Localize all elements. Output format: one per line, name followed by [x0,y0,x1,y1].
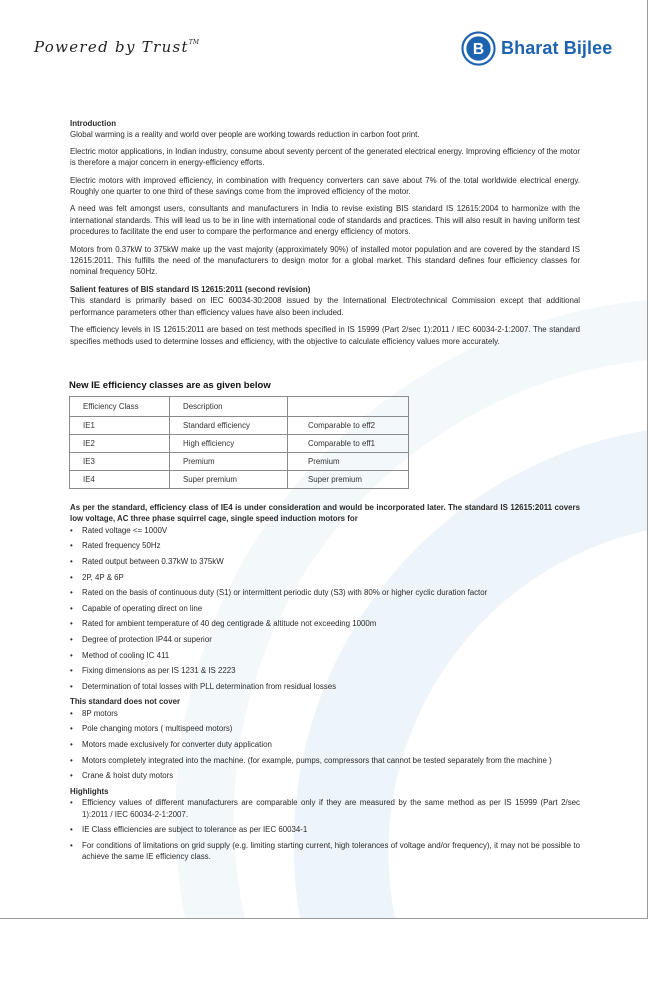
table-cell: Premium [170,453,288,471]
list-item: • Pole changing motors ( multispeed motors) [70,723,580,734]
intro-paragraph: Global warming is a reality and world over people are working towards reduction in carbon foot print. [70,130,420,140]
list-item: • Capable of operating direct on line [70,603,580,614]
list-item: • Crane & hoist duty motors [70,770,580,781]
table-header-cell: Efficiency Class [70,397,170,417]
not-cover-heading: This standard does not cover [70,697,181,707]
list-item: • Method of cooling IC 411 [70,650,580,661]
table-header-row [70,397,409,417]
list-item: • Rated on the basis of continuous duty (S1) or intermittent periodic duty (S3) with 80% or higher cyclic duration factor [70,587,580,598]
list-item: • Rated frequency 50Hz [70,540,580,551]
table-cell: Comparable to eff1 [288,435,409,453]
brand-logo-icon [461,31,496,66]
list-item: • Degree of protection IP44 or superior [70,634,580,645]
tagline: Powered by Trust™ [34,38,200,56]
table-header-cell [288,397,409,417]
table-cell: IE1 [70,417,170,435]
list-item: • 2P, 4P & 6P [70,572,580,583]
svg-text:B: B [472,40,485,58]
intro-paragraph: Motors from 0.37kW to 375kW make up the vast majority (approximately 90%) of installed motor population and are covered by the standard IS 12615:2011. This fulfills the need of the manufacturers to design motor for a global market. This standard defines four efficiency classes for nominal frequency 50Hz. [70,244,580,277]
table-cell: Comparable to eff2 [288,417,409,435]
salient-paragraph: The efficiency levels in IS 12615:2011 are based on test methods specified in IS 15999 (Part 2/sec 1):2011 / IEC 60034-2-1:2007. The standard specifies methods used to determine losses and efficiency, with the objective to calculate efficiency values more accurately. [70,325,580,346]
list-item: • Rated for ambient temperature of 40 deg centigrade & altitude not exceeding 1000m [70,618,580,629]
list-item: • Efficiency values of different manufacturers are comparable only if they are measured by the same method as per IS 15999 (Part 2/sec 1):2011 / IEC 60034-2-1:2007. [70,797,580,820]
not-cover-list [70,708,580,782]
table-cell: IE4 [70,471,170,489]
table-row [70,435,409,453]
list-item: • Fixing dimensions as per IS 1231 & IS 2223 [70,665,580,676]
table-row [70,453,409,471]
intro-heading: Introduction [70,119,117,128]
list-item: • For conditions of limitations on grid supply (e.g. limiting starting current, high tolerances of voltage and/or frequency), it may not be possible to achieve the same IE efficiency class. [70,840,580,863]
list-item: • 8P motors [70,708,580,719]
intro-paragraph: Electric motor applications, in Indian industry, consume about seventy percent of the generated electrical energy. Improving efficiency of the motor is therefore a major concern in energy-efficiency efforts. [70,146,580,168]
ie-table-heading: New IE efficiency classes are as given below [69,380,271,391]
table-row [70,417,409,435]
table-cell: Super premium [288,471,409,489]
table-cell: Premium [288,453,409,471]
table-cell: High efficiency [170,435,288,453]
list-item: • Determination of total losses with PLL determination from residual losses [70,681,580,692]
highlights-heading: Highlights [70,786,109,796]
brand-logo [461,29,612,67]
table-cell: IE2 [70,435,170,453]
coverage-intro: As per the standard, efficiency class of IE4 is under consideration and would be incorporated later. The standard IS 12615:2011 covers low voltage, AC three phase squirrel cage, single speed induction motors for [70,503,580,524]
list-item: • Rated voltage <= 1000V [70,525,580,536]
table-cell: Standard efficiency [170,417,288,435]
intro-section [70,118,580,353]
list-item: • Rated output between 0.37kW to 375kW [70,556,580,567]
table-row [70,471,409,489]
highlights-list [70,797,580,862]
intro-paragraph: Electric motors with improved efficiency, in combination with frequency converters can save about 7% of the total worldwide electrical energy. Roughly one quarter to one third of these savings come from the improved efficiency of the motor. [70,175,580,197]
coverage-section [70,502,580,867]
salient-heading: Salient features of BIS standard IS 12615:2011 (second revision) [70,284,311,294]
brand-name: Bharat Bijlee [501,37,613,58]
table-header-cell: Description [170,397,288,417]
list-item: • IE Class efficiencies are subject to tolerance as per IEC 60034-1 [70,824,580,835]
table-cell: IE3 [70,453,170,471]
ie-efficiency-table [69,396,409,489]
coverage-list [70,525,580,692]
list-item: • Motors completely integrated into the machine. (for example, pumps, compressors that cannot be tested separately from the machine ) [70,755,580,766]
intro-paragraph: A need was felt amongst users, consultants and manufacturers in India to revise existing BIS standard IS 12615:2004 to harmonize with the international standards. This will lead us to be in line with international code of standards and practices. This will also result in having uniform test procedures to facilitate the end user to compare the performance and energy efficiency of motors. [70,204,580,237]
table-cell: Super premium [170,471,288,489]
list-item: • Motors made exclusively for converter duty application [70,739,580,750]
salient-paragraph: This standard is primarily based on IEC 60034-30:2008 issued by the International Electrotechnical Commission except that additional performance parameters other than efficiency values have also been included. [70,296,580,317]
